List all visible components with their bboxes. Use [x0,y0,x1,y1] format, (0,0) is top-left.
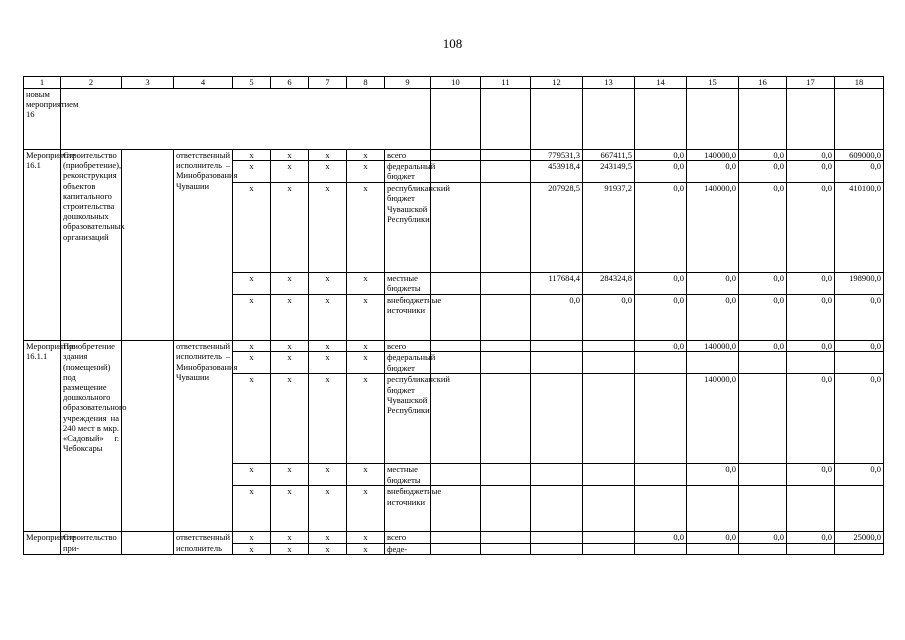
funding-source: внебюджетные источники [385,486,431,532]
empty-cell [481,352,531,374]
value-cell: 0,0 [739,183,787,273]
value-cell: 410100,0 [835,183,884,273]
value-cell [739,374,787,464]
continuation-text: новым мероприятием 16 [24,89,61,150]
value-cell [583,543,635,554]
code-cell: х [233,161,271,183]
value-cell: 0,0 [787,464,835,486]
value-cell [835,543,884,554]
code-cell: х [309,532,347,543]
value-cell: 0,0 [687,532,739,543]
value-cell [739,543,787,554]
code-cell: х [233,532,271,543]
value-cell [531,341,583,352]
code-cell: х [309,374,347,464]
value-cell [739,486,787,532]
value-cell: 0,0 [687,295,739,341]
value-cell: 0,0 [635,273,687,295]
code-cell: х [309,273,347,295]
value-cell: 0,0 [835,161,884,183]
value-cell: 0,0 [787,161,835,183]
value-cell [687,486,739,532]
code-cell: х [271,161,309,183]
value-cell: 0,0 [687,464,739,486]
value-cell: 0,0 [787,183,835,273]
col-header: 4 [174,77,233,89]
funding-source: всего [385,341,431,352]
value-cell [583,352,635,374]
code-cell: х [347,341,385,352]
code-cell: х [347,183,385,273]
code-cell: х [233,464,271,486]
empty-cell [122,150,174,341]
code-cell: х [271,464,309,486]
code-cell: х [309,464,347,486]
value-cell: 0,0 [687,161,739,183]
code-cell: х [233,543,271,554]
empty-cell [481,161,531,183]
code-cell: х [233,273,271,295]
value-cell: 117684,4 [531,273,583,295]
code-cell: х [233,352,271,374]
empty-cell [431,464,481,486]
value-cell: 0,0 [635,161,687,183]
code-cell: х [233,341,271,352]
value-cell: 207928,5 [531,183,583,273]
value-cell: 0,0 [531,295,583,341]
table-row [24,150,884,161]
budget-table [23,76,884,555]
value-cell [531,543,583,554]
empty-cell [481,89,531,150]
col-header: 8 [347,77,385,89]
value-cell: 0,0 [583,295,635,341]
empty-cell [481,464,531,486]
value-cell [787,486,835,532]
value-cell [835,486,884,532]
value-cell [739,352,787,374]
empty-cell [431,543,481,554]
continuation-row [24,89,884,150]
value-cell: 140000,0 [687,150,739,161]
code-cell: х [309,150,347,161]
code-cell: х [309,352,347,374]
value-cell [635,374,687,464]
funding-source: всего [385,532,431,543]
empty-cell [431,89,481,150]
empty-cell [481,532,531,543]
empty-cell [835,89,884,150]
code-cell: х [271,374,309,464]
value-cell: 0,0 [787,341,835,352]
value-cell: 0,0 [787,273,835,295]
value-cell [687,352,739,374]
funding-source: феде- [385,543,431,554]
col-header: 9 [385,77,431,89]
value-cell [687,543,739,554]
empty-cell [431,352,481,374]
code-cell: х [347,150,385,161]
value-cell: 284324,8 [583,273,635,295]
value-cell: 140000,0 [687,183,739,273]
code-cell: х [233,150,271,161]
value-cell: 0,0 [635,295,687,341]
value-cell [835,352,884,374]
value-cell [635,464,687,486]
page-number: 108 [442,36,463,51]
empty-cell [481,374,531,464]
value-cell [583,341,635,352]
code-cell: х [347,543,385,554]
funding-source: федеральный бюджет [385,352,431,374]
measure-code: Мероприятие 16.1 [24,150,61,341]
value-cell [635,543,687,554]
value-cell [531,486,583,532]
empty-cell [481,341,531,352]
empty-cell [583,89,635,150]
empty-cell [739,89,787,150]
code-cell: х [271,273,309,295]
value-cell: 198900,0 [835,273,884,295]
value-cell [787,352,835,374]
empty-cell [481,295,531,341]
value-cell: 25000,0 [835,532,884,543]
code-cell: х [347,295,385,341]
table-row [24,341,884,352]
code-cell: х [309,341,347,352]
code-cell: х [233,295,271,341]
empty-cell [531,89,583,150]
funding-source: республиканский бюджет Чувашской Республики [385,374,431,464]
funding-source: внебюджетные источники [385,295,431,341]
col-header: 2 [61,77,122,89]
code-cell: х [271,183,309,273]
value-cell: 0,0 [787,295,835,341]
value-cell: 779531,3 [531,150,583,161]
measure-code: Мероприятие [24,532,61,554]
value-cell: 0,0 [739,341,787,352]
value-cell: 140000,0 [687,374,739,464]
funding-source: республиканский бюджет Чувашской Республики [385,183,431,273]
col-header: 13 [583,77,635,89]
measure-executor: ответственный исполнитель – Минобразования Чувашии [174,341,233,532]
code-cell: х [347,486,385,532]
value-cell: 0,0 [835,464,884,486]
value-cell [635,352,687,374]
value-cell: 0,0 [739,150,787,161]
value-cell: 0,0 [835,295,884,341]
code-cell: х [347,532,385,543]
col-header: 18 [835,77,884,89]
code-cell: х [271,352,309,374]
value-cell [531,464,583,486]
col-header: 1 [24,77,61,89]
value-cell [531,352,583,374]
value-cell: 0,0 [835,374,884,464]
col-header: 5 [233,77,271,89]
code-cell: х [347,352,385,374]
col-header: 10 [431,77,481,89]
funding-source: федеральный бюджет [385,161,431,183]
value-cell [531,374,583,464]
code-cell: х [309,295,347,341]
empty-cell [431,273,481,295]
empty-cell [481,150,531,161]
empty-cell [431,183,481,273]
empty-cell [61,89,431,150]
header-row [24,77,884,89]
measure-title: Строительство при- [61,532,122,554]
col-header: 7 [309,77,347,89]
empty-cell [431,374,481,464]
code-cell: х [233,374,271,464]
value-cell: 0,0 [739,295,787,341]
code-cell: х [271,486,309,532]
value-cell [583,464,635,486]
col-header: 16 [739,77,787,89]
value-cell: 0,0 [787,374,835,464]
empty-cell [431,341,481,352]
code-cell: х [271,295,309,341]
col-header: 3 [122,77,174,89]
value-cell: 453918,4 [531,161,583,183]
code-cell: х [347,464,385,486]
value-cell: 91937,2 [583,183,635,273]
value-cell: 0,0 [739,532,787,543]
col-header: 11 [481,77,531,89]
code-cell: х [271,532,309,543]
code-cell: х [271,150,309,161]
value-cell: 0,0 [687,273,739,295]
value-cell: 667411,5 [583,150,635,161]
funding-source: всего [385,150,431,161]
code-cell: х [271,543,309,554]
empty-cell [481,486,531,532]
value-cell: 0,0 [787,150,835,161]
value-cell: 140000,0 [687,341,739,352]
col-header: 12 [531,77,583,89]
code-cell: х [347,273,385,295]
value-cell [583,532,635,543]
value-cell: 0,0 [635,341,687,352]
value-cell [739,464,787,486]
value-cell [583,374,635,464]
measure-executor: ответственный исполнитель [174,532,233,554]
empty-cell [687,89,739,150]
value-cell: 0,0 [739,273,787,295]
code-cell: х [309,543,347,554]
value-cell [531,532,583,543]
value-cell [635,486,687,532]
value-cell: 0,0 [635,183,687,273]
empty-cell [431,532,481,543]
value-cell: 0,0 [739,161,787,183]
measure-code: Мероприятие 16.1.1 [24,341,61,532]
code-cell: х [233,183,271,273]
col-header: 17 [787,77,835,89]
funding-source: местные бюджеты [385,464,431,486]
empty-cell [481,543,531,554]
measure-executor: ответственный исполнитель – Минобразования Чувашии [174,150,233,341]
empty-cell [431,161,481,183]
table-row [24,532,884,543]
empty-cell [122,532,174,554]
empty-cell [481,183,531,273]
value-cell: 609000,0 [835,150,884,161]
measure-title: Приобретение здания (помещений) под размещение дошкольного образовательного учреждения на 240 мест в мкр. «Садовый» г. Чебоксары [61,341,122,532]
code-cell: х [309,486,347,532]
value-cell: 0,0 [787,532,835,543]
empty-cell [122,341,174,532]
value-cell [583,486,635,532]
code-cell: х [309,161,347,183]
value-cell: 0,0 [635,532,687,543]
code-cell: х [309,183,347,273]
empty-cell [481,273,531,295]
empty-cell [787,89,835,150]
empty-cell [635,89,687,150]
code-cell: х [271,341,309,352]
code-cell: х [347,374,385,464]
funding-source: местные бюджеты [385,273,431,295]
value-cell: 0,0 [835,341,884,352]
col-header: 14 [635,77,687,89]
value-cell: 0,0 [635,150,687,161]
value-cell: 243149,5 [583,161,635,183]
col-header: 15 [687,77,739,89]
code-cell: х [233,486,271,532]
value-cell [787,543,835,554]
col-header: 6 [271,77,309,89]
empty-cell [431,150,481,161]
code-cell: х [347,161,385,183]
measure-title: Строительство (приобретение), реконструкция объектов капитального строительства дошкольных образовательных организаций [61,150,122,341]
